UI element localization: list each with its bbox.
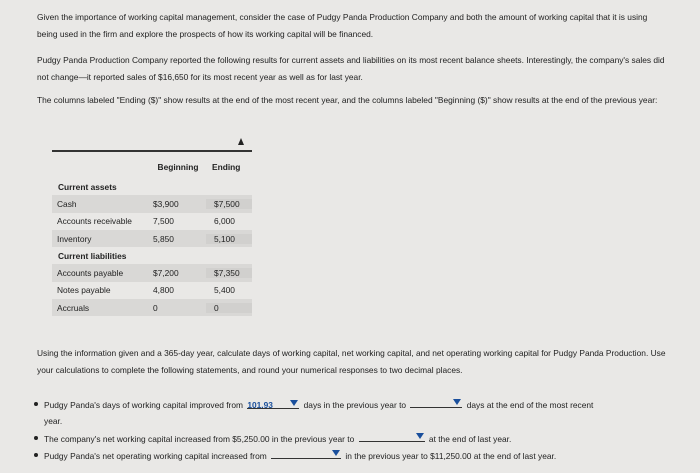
- table-row: Inventory 5,850 5,100: [52, 230, 252, 247]
- bullet-icon: [34, 436, 38, 440]
- list-item: The company's net working capital increased from $5,250.00 in the previous year to at the end of last year.: [34, 430, 674, 447]
- list-item: Pudgy Panda's days of working capital improved from 101.93 days in the previous year to days at the end of the most recent: [34, 396, 674, 413]
- nwc-ending-select[interactable]: [359, 430, 425, 442]
- statement-list: [34, 396, 674, 464]
- days-wc-previous-select[interactable]: 101.93: [247, 397, 299, 409]
- intro-paragraph-1: Given the importance of working capital management, consider the case of Pudgy Panda Production Company and both the amount of working capital that it is using being used in the firm and explore the prospects of how its working capital will be financed.: [37, 12, 648, 39]
- table-row: Notes payable 4,800 5,400: [57, 285, 235, 296]
- chevron-down-icon: [416, 433, 424, 439]
- mouse-cursor-icon: [238, 138, 244, 145]
- chevron-down-icon: [453, 399, 461, 405]
- table-top-rule: [52, 150, 252, 152]
- section-current-assets: Current assets: [58, 181, 117, 192]
- section-current-liabilities: Current liabilities: [58, 250, 127, 261]
- instructions-paragraph: Using the information given and a 365-day year, calculate days of working capital, net working capital, and net operating working capital for Pudgy Panda Production. Use your calculations to complete the following statements, and round your numerical responses to two decimal places.: [37, 348, 666, 375]
- table-header-row: [52, 156, 252, 178]
- table-row: Accounts payable $7,200 $7,350: [52, 264, 252, 281]
- table-row: Accounts receivable 7,500 6,000: [57, 216, 235, 227]
- table-row: Cash $3,900 $7,500: [52, 195, 252, 212]
- bullet-icon: [34, 402, 38, 406]
- bullet-icon: [34, 453, 38, 457]
- table-row: Accruals 0 0: [52, 299, 252, 316]
- days-wc-recent-select[interactable]: [410, 396, 462, 408]
- nowc-previous-select[interactable]: [271, 447, 341, 459]
- chevron-down-icon: [290, 400, 298, 406]
- intro-paragraph-3: The columns labeled "Ending ($)" show results at the end of the most recent year, and the columns labeled "Beginning ($)" show results at the end of the previous year:: [37, 95, 658, 105]
- list-item-continuation: year.: [44, 416, 63, 426]
- chevron-down-icon: [332, 450, 340, 456]
- header-beginning: Beginning: [157, 162, 199, 172]
- intro-paragraph-2: Pudgy Panda Production Company reported the following results for current assets and liabilities on its most recent balance sheets. Interestingly, the company's sales did not change—it reported sales of $16,650 for its most recent year as well as for last year.: [37, 55, 665, 82]
- header-ending: Ending: [212, 162, 241, 172]
- list-item: Pudgy Panda's net operating working capital increased from in the previous year to $11,250.00 at the end of last year.: [34, 447, 674, 464]
- balance-sheet-table: [52, 150, 252, 316]
